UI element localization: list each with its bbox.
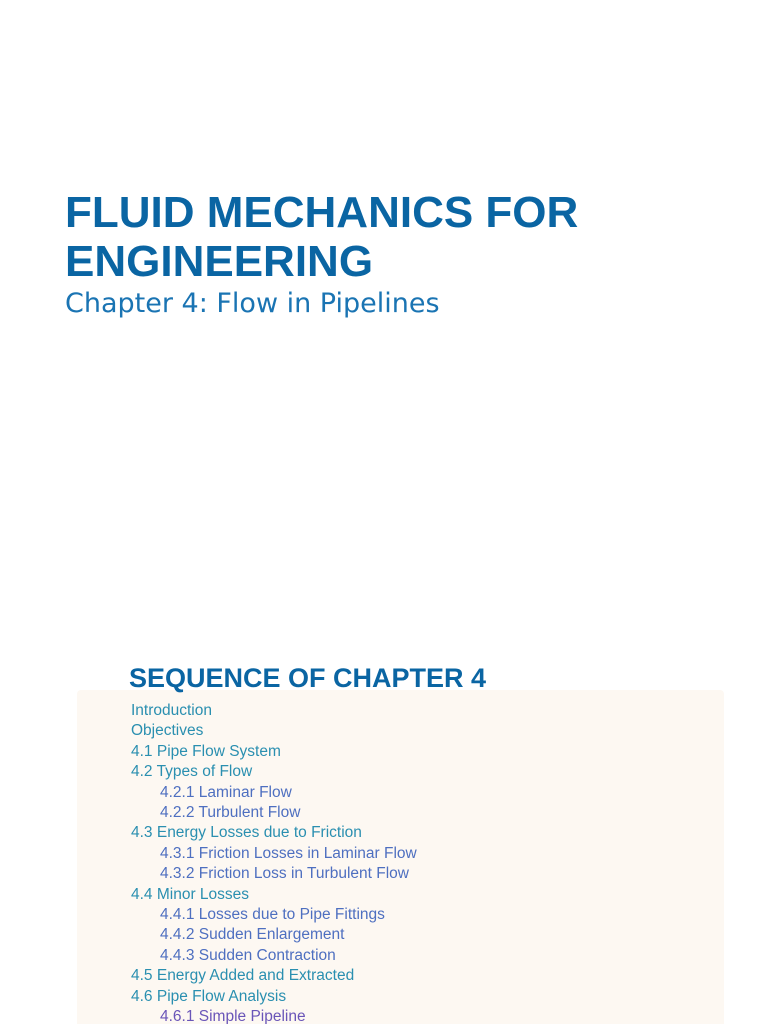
toc-item-4-2[interactable]: 4.2 Types of Flow — [131, 763, 253, 781]
table-of-contents-list — [131, 701, 417, 1024]
toc-item-4-2-2[interactable]: 4.2.2 Turbulent Flow — [160, 804, 301, 822]
document-title — [65, 188, 745, 286]
toc-item-4-4-2[interactable]: 4.4.2 Sudden Enlargement — [160, 926, 345, 944]
toc-item-4-6[interactable]: 4.6 Pipe Flow Analysis — [131, 987, 287, 1005]
toc-item-4-2-1[interactable]: 4.2.1 Laminar Flow — [160, 783, 292, 801]
document-title-line-1: FLUID MECHANICS FOR — [65, 188, 579, 237]
toc-item-4-4-1[interactable]: 4.4.1 Losses due to Pipe Fittings — [160, 906, 385, 924]
toc-item-4-3-2[interactable]: 4.3.2 Friction Loss in Turbulent Flow — [160, 865, 409, 883]
document-title-line-2: ENGINEERING — [65, 237, 374, 286]
toc-item-4-4[interactable]: 4.4 Minor Losses — [131, 885, 250, 903]
toc-item-introduction[interactable]: Introduction — [131, 702, 212, 719]
toc-item-4-5[interactable]: 4.5 Energy Added and Extracted — [131, 967, 355, 985]
toc-item-4-3[interactable]: 4.3 Energy Losses due to Friction — [131, 824, 362, 842]
toc-item-objectives[interactable]: Objectives — [131, 722, 204, 740]
toc-item-4-1[interactable]: 4.1 Pipe Flow System — [131, 742, 281, 760]
toc-item-4-4-3[interactable]: 4.4.3 Sudden Contraction — [160, 946, 336, 964]
toc-item-4-3-1[interactable]: 4.3.1 Friction Losses in Laminar Flow — [160, 844, 417, 862]
chapter-subtitle: Chapter 4: Flow in Pipelines — [65, 288, 440, 319]
toc-item-4-6-1[interactable]: 4.6.1 Simple Pipeline — [160, 1008, 306, 1024]
sequence-heading: SEQUENCE OF CHAPTER 4 — [129, 663, 487, 693]
